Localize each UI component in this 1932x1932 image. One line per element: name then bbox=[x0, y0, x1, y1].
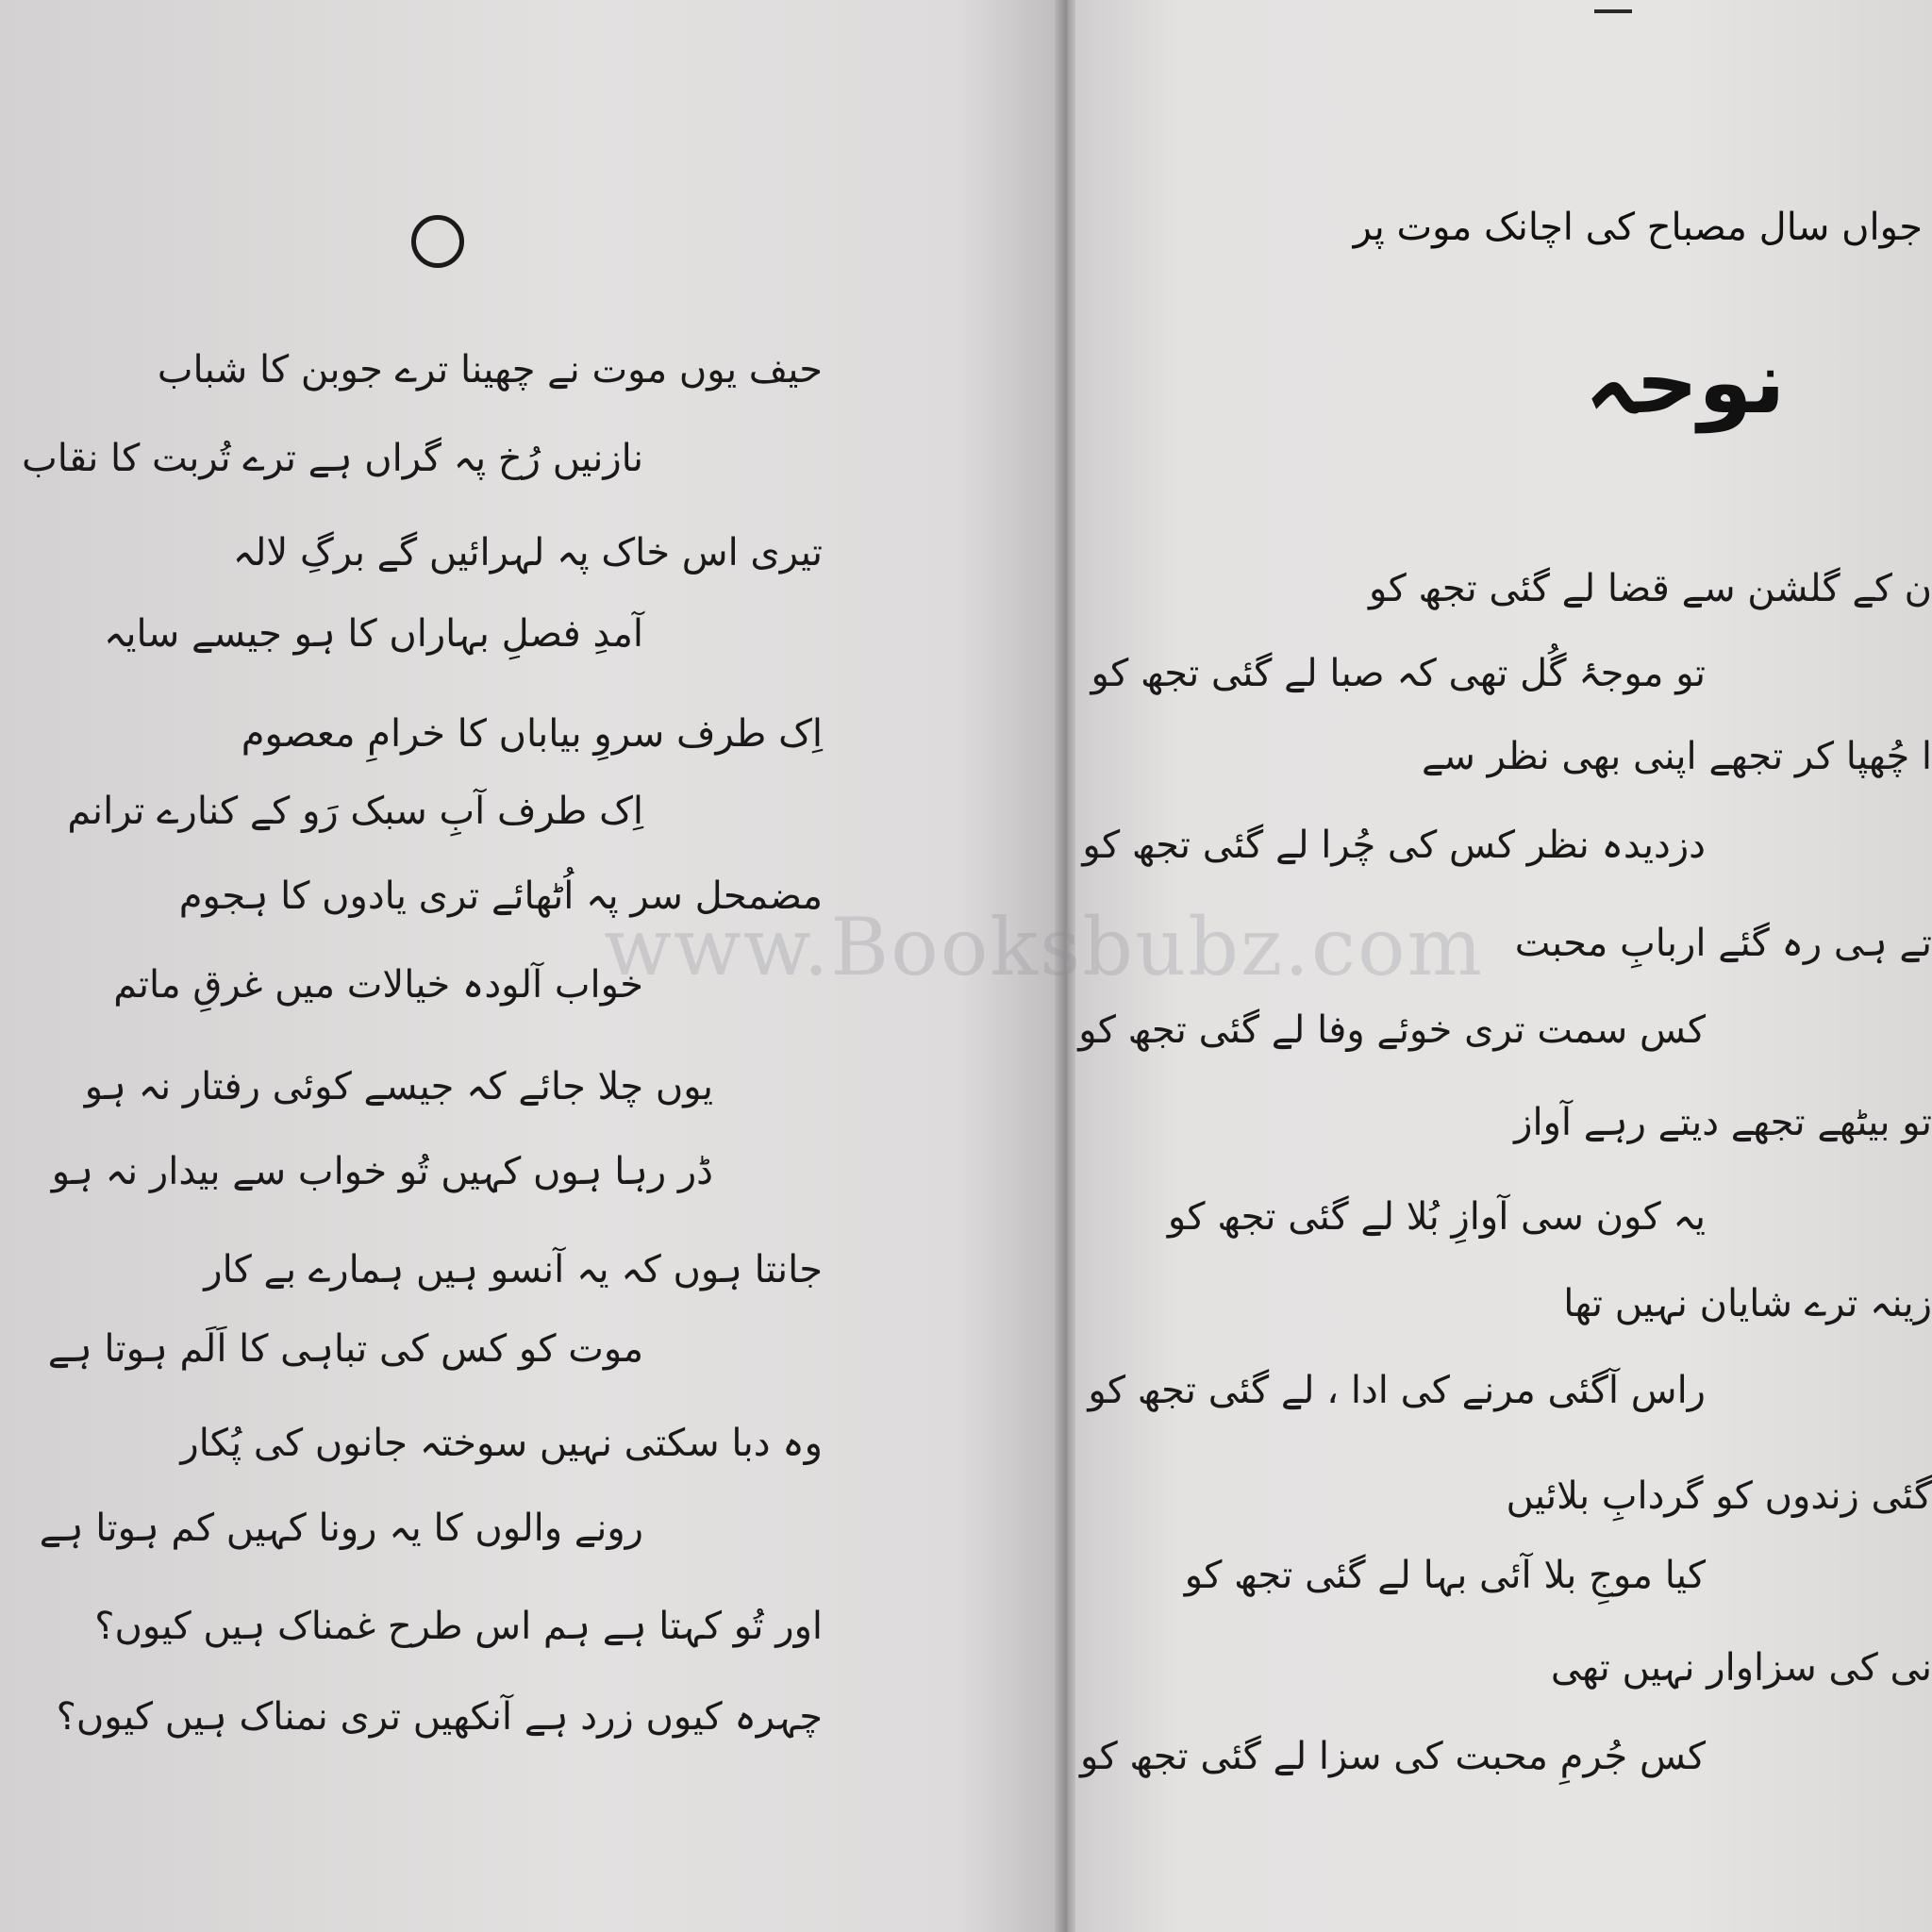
right-verse-line: ن کے گلشن سے قضا لے گئی تجھ کو bbox=[1369, 567, 1932, 610]
poem-subtitle: جواں سال مصباح کی اچانک موت پر bbox=[1353, 206, 1923, 249]
left-verse-line: جانتا ہوں کہ یہ آنسو ہیں ہمارے بے کار bbox=[204, 1248, 823, 1291]
right-verse-line: تو موجۂ گُل تھی کہ صبا لے گئی تجھ کو bbox=[1091, 652, 1706, 695]
right-verse-line: کس سمت تری خوئے وفا لے گئی تجھ کو bbox=[1078, 1008, 1706, 1052]
right-verse-line: گئی زندوں کو گردابِ بلائیں bbox=[1506, 1474, 1932, 1518]
right-verse-line: کیا موجِ بلا آئی بہا لے گئی تجھ کو bbox=[1184, 1554, 1706, 1597]
left-verse-line: خواب آلودہ خیالات میں غرقِ ماتم bbox=[113, 963, 643, 1007]
right-verse-line: تے ہی رہ گئے اربابِ محبت bbox=[1514, 922, 1932, 965]
poem-title: نوحہ bbox=[1585, 332, 1786, 433]
left-verse-line: نازنیں رُخ پہ گراں ہے ترے تُربت کا نقاب bbox=[22, 437, 643, 480]
right-verse-line: زینہ ترے شایان نہیں تھا bbox=[1563, 1282, 1932, 1325]
right-verse-line: راس آگئی مرنے کی ادا ، لے گئی تجھ کو bbox=[1088, 1369, 1706, 1412]
circle-ornament bbox=[411, 215, 464, 268]
left-verse-line: اِک طرف آبِ سبک رَو کے کنارے ترانم bbox=[67, 790, 643, 833]
left-verse-line: تیری اس خاک پہ لہرائیں گے برگِ لالہ bbox=[232, 531, 823, 575]
left-verse-line: موت کو کس کی تباہی کا اَلَم ہوتا ہے bbox=[47, 1327, 643, 1371]
left-verse-line: چہرہ کیوں زرد ہے آنکھیں تری نمناک ہیں کیوں؟ bbox=[56, 1695, 823, 1739]
left-verse-line: رونے والوں کا یہ رونا کہیں کم ہوتا ہے bbox=[39, 1507, 643, 1550]
left-verse-line: یوں چلا جائے کہ جیسے کوئی رفتار نہ ہو bbox=[84, 1065, 713, 1108]
left-verse-line: اور تُو کہتا ہے ہم اس طرح غمناک ہیں کیوں؟ bbox=[94, 1605, 823, 1648]
watermark: www.Booksbubz.com bbox=[604, 901, 1485, 993]
left-verse-line: مضمحل سر پہ اُٹھائے تری یادوں کا ہجوم bbox=[178, 874, 823, 918]
right-verse-line: تو بیٹھے تجھے دیتے رہے آواز bbox=[1514, 1101, 1932, 1144]
left-verse-line: آمدِ فصلِ بہاراں کا ہو جیسے سایہ bbox=[103, 612, 643, 656]
left-verse-line: حیف یوں موت نے چھینا ترے جوبن کا شباب bbox=[157, 348, 823, 391]
right-verse-line: یہ کون سی آوازِ بُلا لے گئی تجھ کو bbox=[1167, 1195, 1706, 1239]
right-verse-line: نی کی سزاوار نہیں تھی bbox=[1550, 1646, 1932, 1690]
page-top-mark bbox=[1594, 0, 1632, 13]
left-verse-line: ڈر رہا ہوں کہیں تُو خواب سے بیدار نہ ہو bbox=[51, 1150, 713, 1193]
left-verse-line: وہ دبا سکتی نہیں سوختہ جانوں کی پُکار bbox=[180, 1422, 823, 1465]
right-verse-line: ا چُھپا کر تجھے اپنی بھی نظر سے bbox=[1421, 735, 1932, 778]
right-verse-line: کس جُرمِ محبت کی سزا لے گئی تجھ کو bbox=[1079, 1735, 1706, 1778]
right-verse-line: دزدیدہ نظر کس کی چُرا لے گئی تجھ کو bbox=[1082, 824, 1706, 867]
left-verse-line: اِک طرف سروِ بیاباں کا خرامِ معصوم bbox=[241, 712, 823, 756]
